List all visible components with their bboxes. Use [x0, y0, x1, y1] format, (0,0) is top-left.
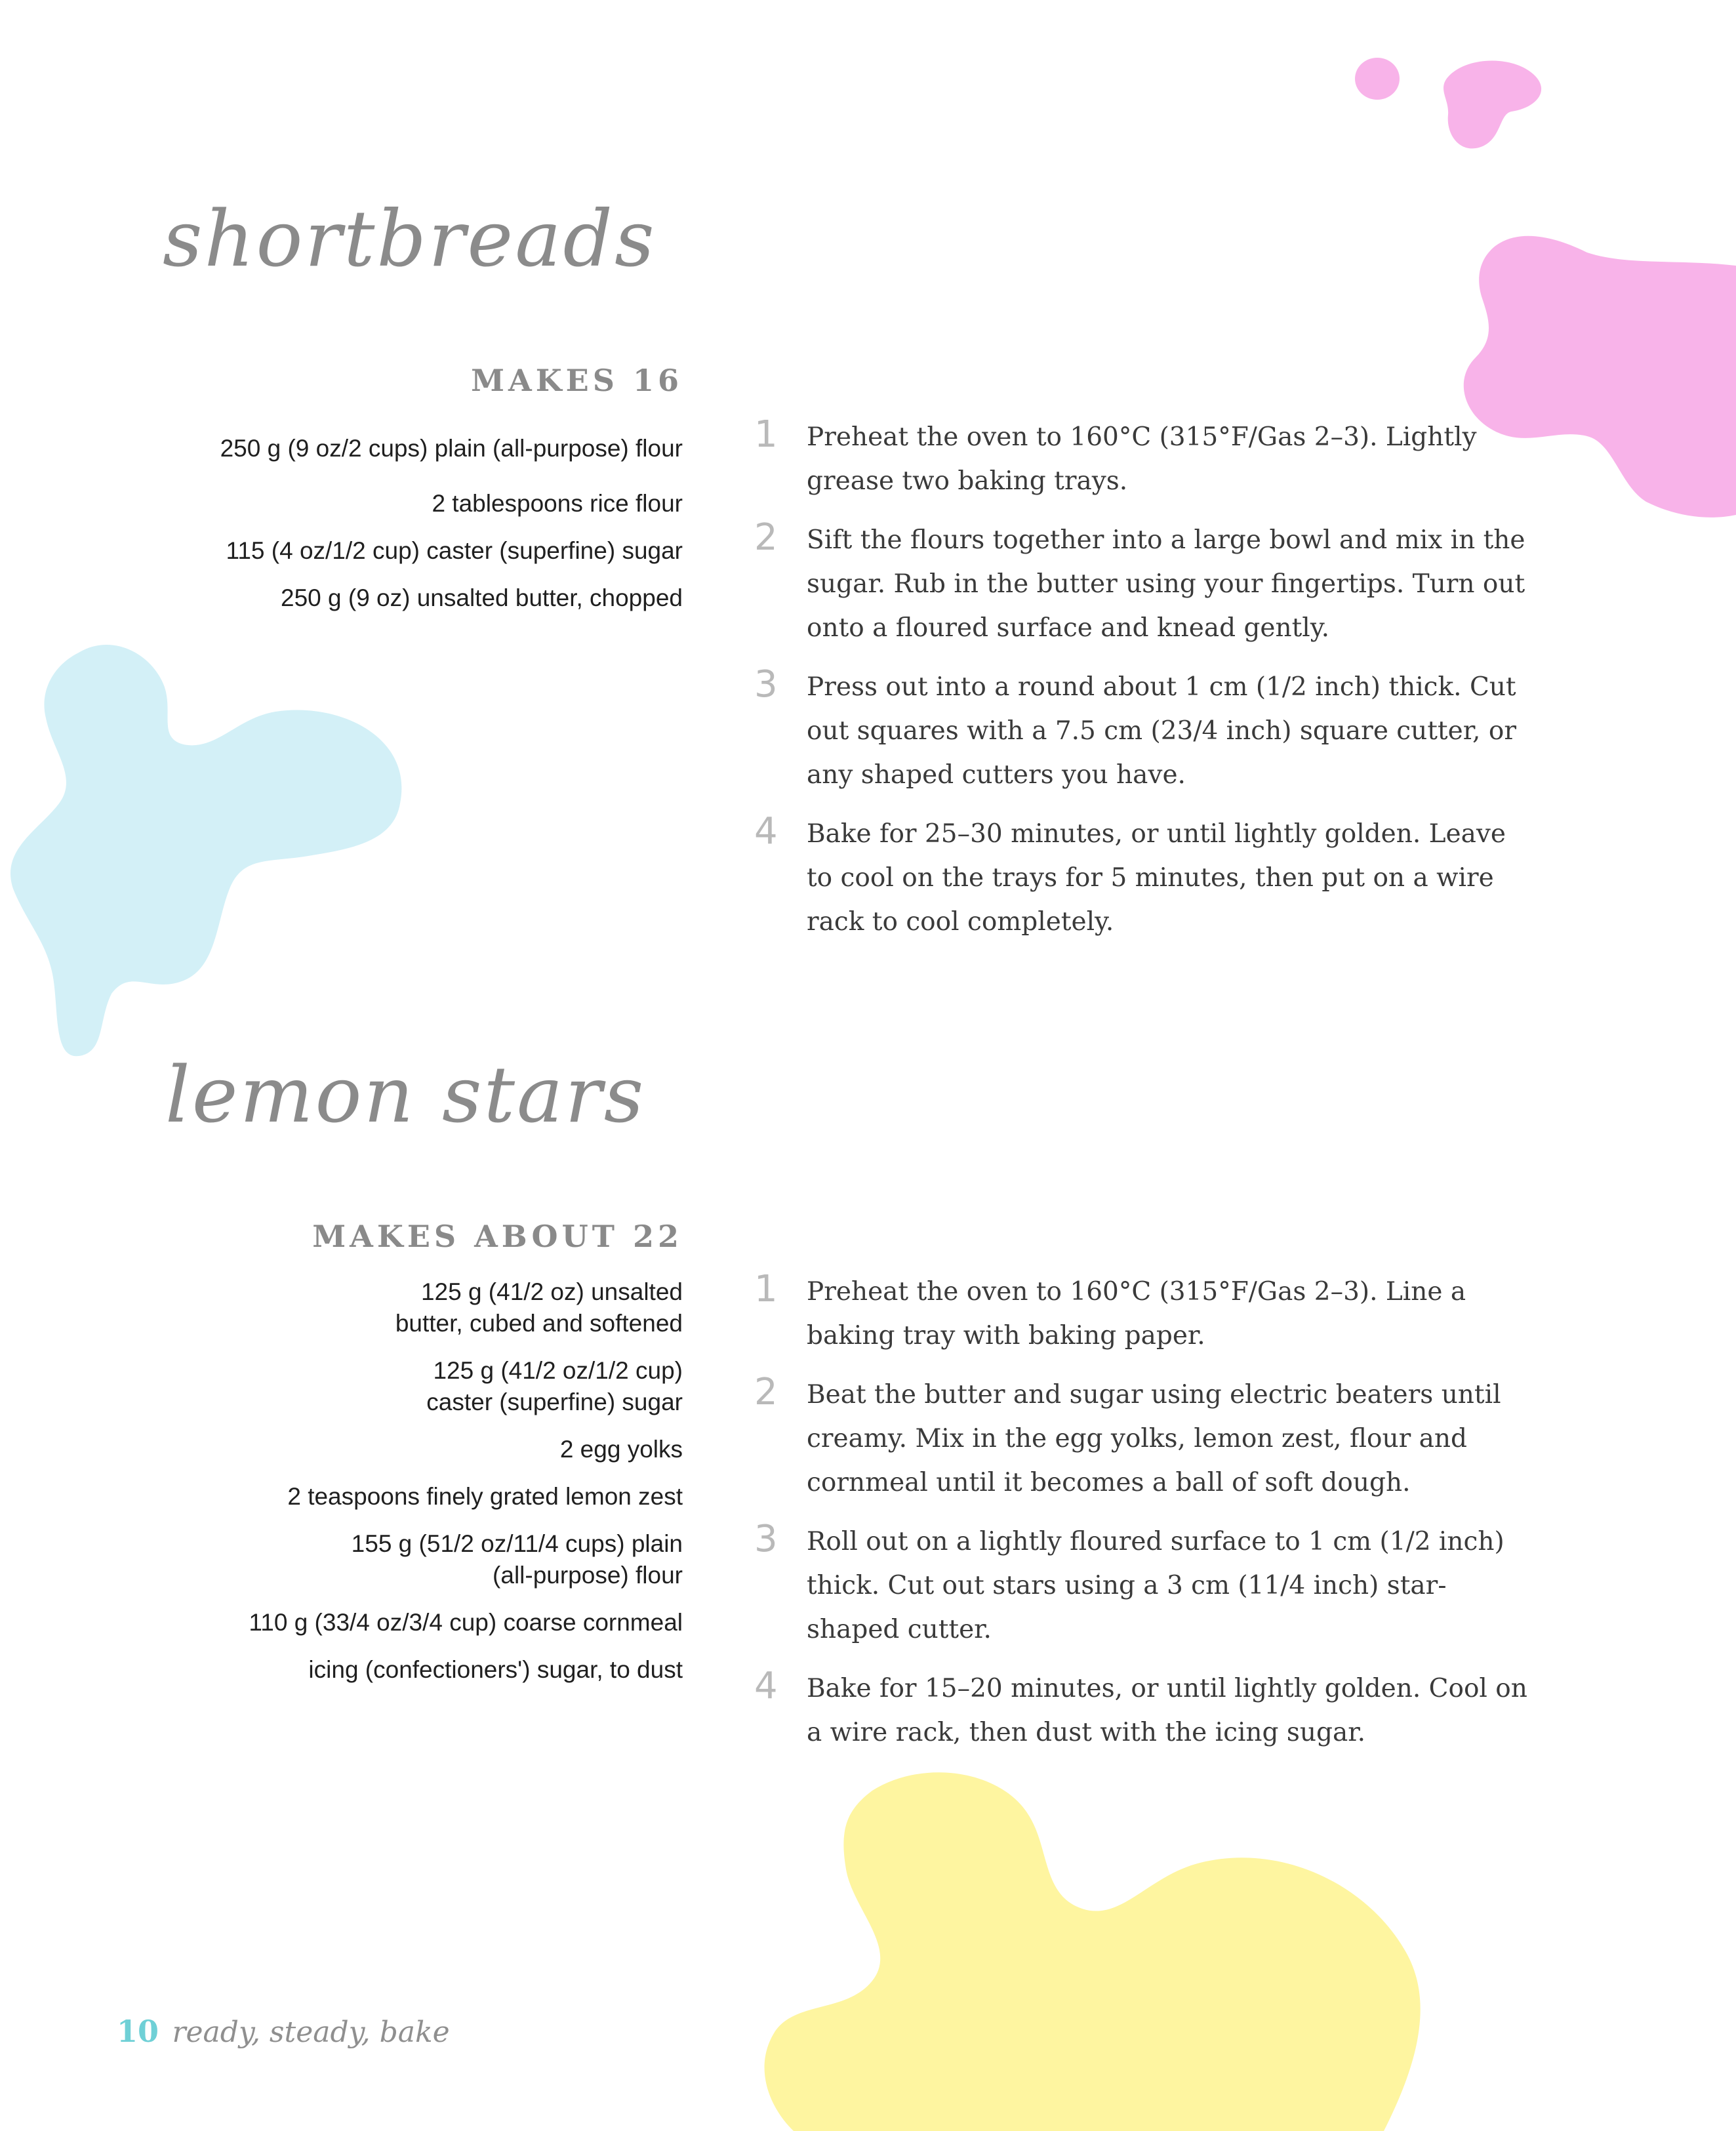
step-text: Preheat the oven to 160°C (315°F/Gas 2–3). Lightly grease two baking trays. — [807, 422, 1477, 496]
step-number: 3 — [754, 663, 778, 706]
ingredient-item: 125 g (41/2 oz/1/2 cup) caster (superfine) sugar — [426, 1357, 683, 1415]
method-steps — [754, 1270, 1528, 1755]
ingredient-item: 125 g (41/2 oz) unsalted butter, cubed and softened — [395, 1278, 683, 1337]
method-steps — [754, 415, 1528, 944]
ingredient-list — [119, 433, 683, 614]
step-number: 2 — [754, 516, 778, 559]
step-number: 4 — [754, 810, 778, 853]
step-number: 3 — [754, 1518, 778, 1560]
step-text: Bake for 15–20 minutes, or until lightly golden. Cool on a wire rack, then dust with the icing sugar. — [807, 1674, 1527, 1747]
method-step — [754, 518, 1528, 650]
pink-splash-small — [1344, 49, 1554, 167]
ingredient-item: 115 (4 oz/1/2 cup) caster (superfine) sugar — [226, 537, 683, 564]
step-text: Roll out on a lightly floured surface to 1 cm (1/2 inch) thick. Cut out stars using a 3 cm (11/4 inch) star-shaped cutter. — [807, 1527, 1504, 1644]
ingredient-item: 250 g (9 oz/2 cups) plain (all-purpose) flour — [220, 435, 683, 462]
step-text: Sift the flours together into a large bowl and mix in the sugar. Rub in the butter using your fingertips. Turn out onto a floured surface and knead gently. — [807, 525, 1525, 643]
ingredient-item: 250 g (9 oz) unsalted butter, chopped — [281, 584, 683, 611]
makes-label: MAKES 16 — [471, 363, 683, 398]
method-step — [754, 1520, 1528, 1652]
step-text: Press out into a round about 1 cm (1/2 inch) thick. Cut out squares with a 7.5 cm (23/4 inch) square cutter, or any shaped cutters you have. — [807, 672, 1516, 790]
step-number: 4 — [754, 1665, 778, 1707]
blue-splash — [0, 639, 413, 1059]
step-number: 1 — [754, 413, 778, 456]
step-text: Preheat the oven to 160°C (315°F/Gas 2–3). Line a baking tray with baking paper. — [807, 1277, 1466, 1350]
step-number: 2 — [754, 1371, 778, 1413]
recipe-title: lemon stars — [165, 1049, 646, 1140]
method-step — [754, 1270, 1528, 1358]
ingredient-item: 110 g (33/4 oz/3/4 cup) coarse cornmeal — [249, 1609, 683, 1636]
method-step — [754, 665, 1528, 797]
ingredient-list — [119, 1276, 683, 1686]
page-number: 10 — [117, 2014, 159, 2049]
method-step — [754, 415, 1528, 503]
makes-label: MAKES ABOUT 22 — [312, 1219, 683, 1254]
ingredient-item: 2 egg yolks — [559, 1436, 683, 1463]
step-text: Bake for 25–30 minutes, or until lightly golden. Leave to cool on the trays for 5 minutes, then put on a wire rack to cool completely. — [807, 819, 1506, 937]
step-number: 1 — [754, 1268, 778, 1310]
method-step — [754, 812, 1528, 944]
yellow-splash — [754, 1764, 1430, 2131]
ingredient-item: 2 tablespoons rice flour — [432, 490, 683, 517]
ingredient-item: 2 teaspoons finely grated lemon zest — [287, 1483, 683, 1510]
method-step — [754, 1373, 1528, 1505]
ingredient-item: 155 g (51/2 oz/11/4 cups) plain (all-purpose) flour — [351, 1530, 683, 1589]
ingredient-item: icing (confectioners') sugar, to dust — [308, 1656, 683, 1683]
step-text: Beat the butter and sugar using electric beaters until creamy. Mix in the egg yolks, lemon zest, flour and cornmeal until it becomes a ball of soft dough. — [807, 1380, 1501, 1497]
recipe-title: shortbreads — [163, 193, 656, 284]
method-step — [754, 1667, 1528, 1755]
page-footer — [117, 2014, 450, 2049]
book-title: ready, steady, bake — [172, 2016, 450, 2049]
